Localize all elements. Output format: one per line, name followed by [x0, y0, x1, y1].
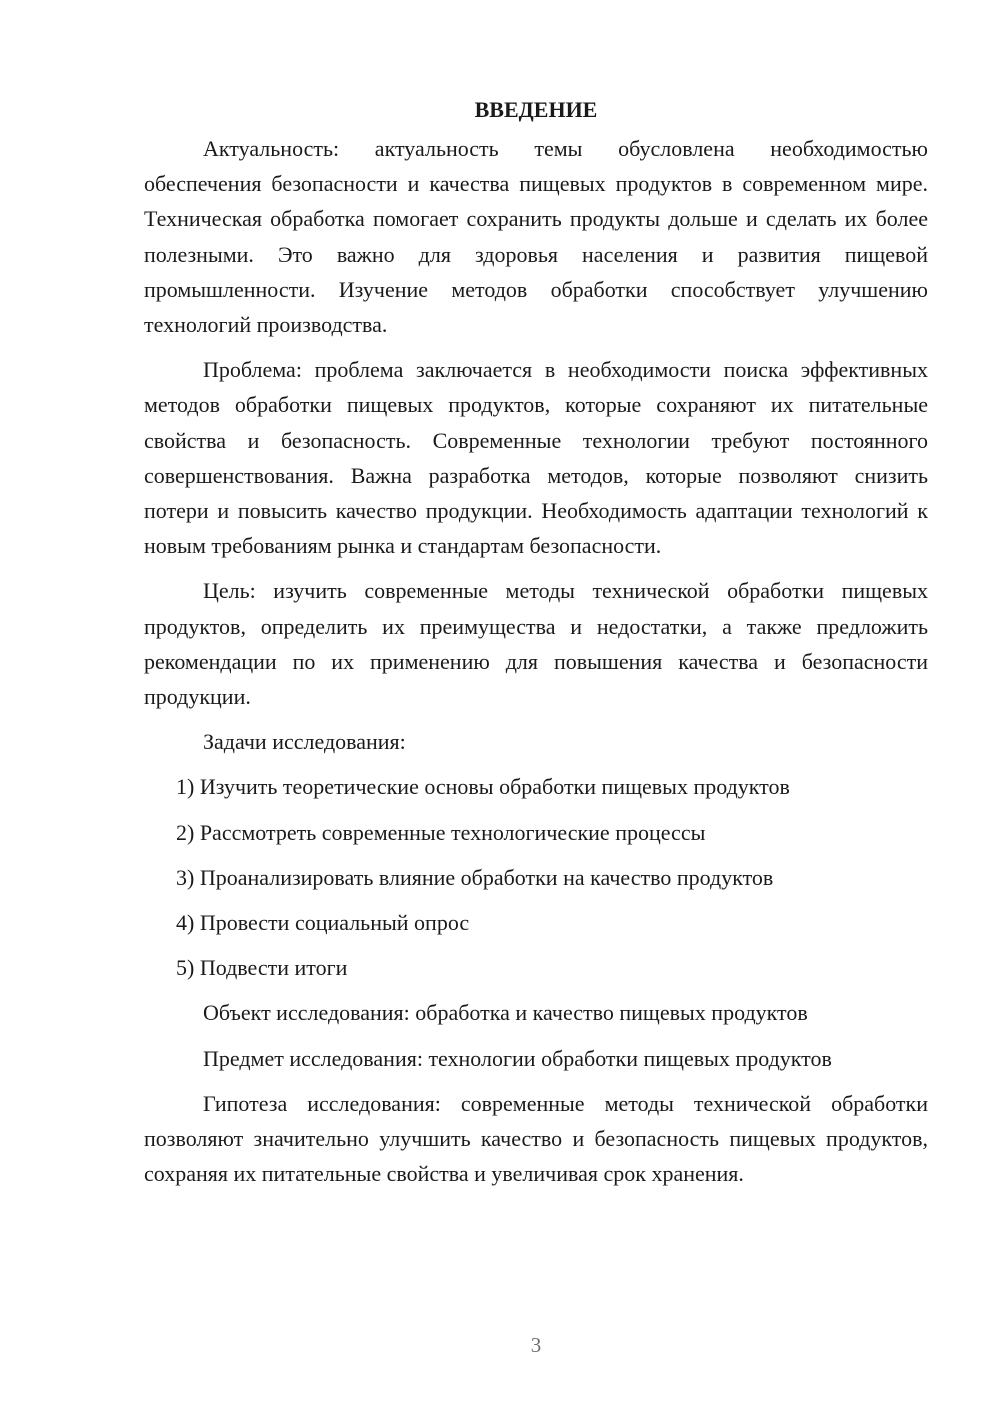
subject-paragraph: Предмет исследования: технологии обработки пищевых продуктов	[203, 1045, 832, 1071]
page-title: ВВЕДЕНИЕ	[474, 97, 598, 122]
task-item: 5) Подвести итоги	[176, 955, 348, 981]
problem-paragraph: Проблема: проблема заключается в необходимости поиска эффективных методов обработки пищевых продуктов, которые сохраняют их питательные свойства и безопасность. Современные технологии требуют постоянного совершенствования. Важна разработка методов, которые позволяют снизить потери и повысить качество продукции. Необходимость адаптации технологий к новым требованиям рынка и стандартам безопасности.	[144, 357, 928, 559]
tasks-list	[144, 769, 928, 985]
task-item: 3) Проанализировать влияние обработки на качество продуктов	[176, 864, 774, 890]
page-content	[144, 92, 928, 1201]
tasks-heading: Задачи исследования:	[203, 729, 406, 755]
task-item: 4) Провести социальный опрос	[176, 910, 470, 936]
goal-paragraph: Цель: изучить современные методы технической обработки пищевых продуктов, определить их преимущества и недостатки, а также предложить рекомендации по их применению для повышения качества и безопасности продукции.	[144, 578, 928, 710]
object-paragraph: Объект исследования: обработка и качество пищевых продуктов	[203, 1000, 808, 1026]
relevance-paragraph: Актуальность: актуальность темы обусловлена необходимостью обеспечения безопасности и качества пищевых продуктов в современном мире. Техническая обработка помогает сохранить продукты дольше и сделать их более полезными. Это важно для здоровья населения и развития пищевой промышленности. Изучение методов обработки способствует улучшению технологий производства.	[144, 136, 928, 338]
page-number: 3	[530, 1333, 542, 1357]
task-item: 2) Рассмотреть современные технологические процессы	[176, 819, 706, 845]
hypothesis-paragraph: Гипотеза исследования: современные методы технической обработки позволяют значительно улучшить качество и безопасность пищевых продуктов, сохраняя их питательные свойства и увеличивая срок хранения.	[144, 1090, 928, 1187]
task-item: 1) Изучить теоретические основы обработки пищевых продуктов	[176, 774, 790, 800]
